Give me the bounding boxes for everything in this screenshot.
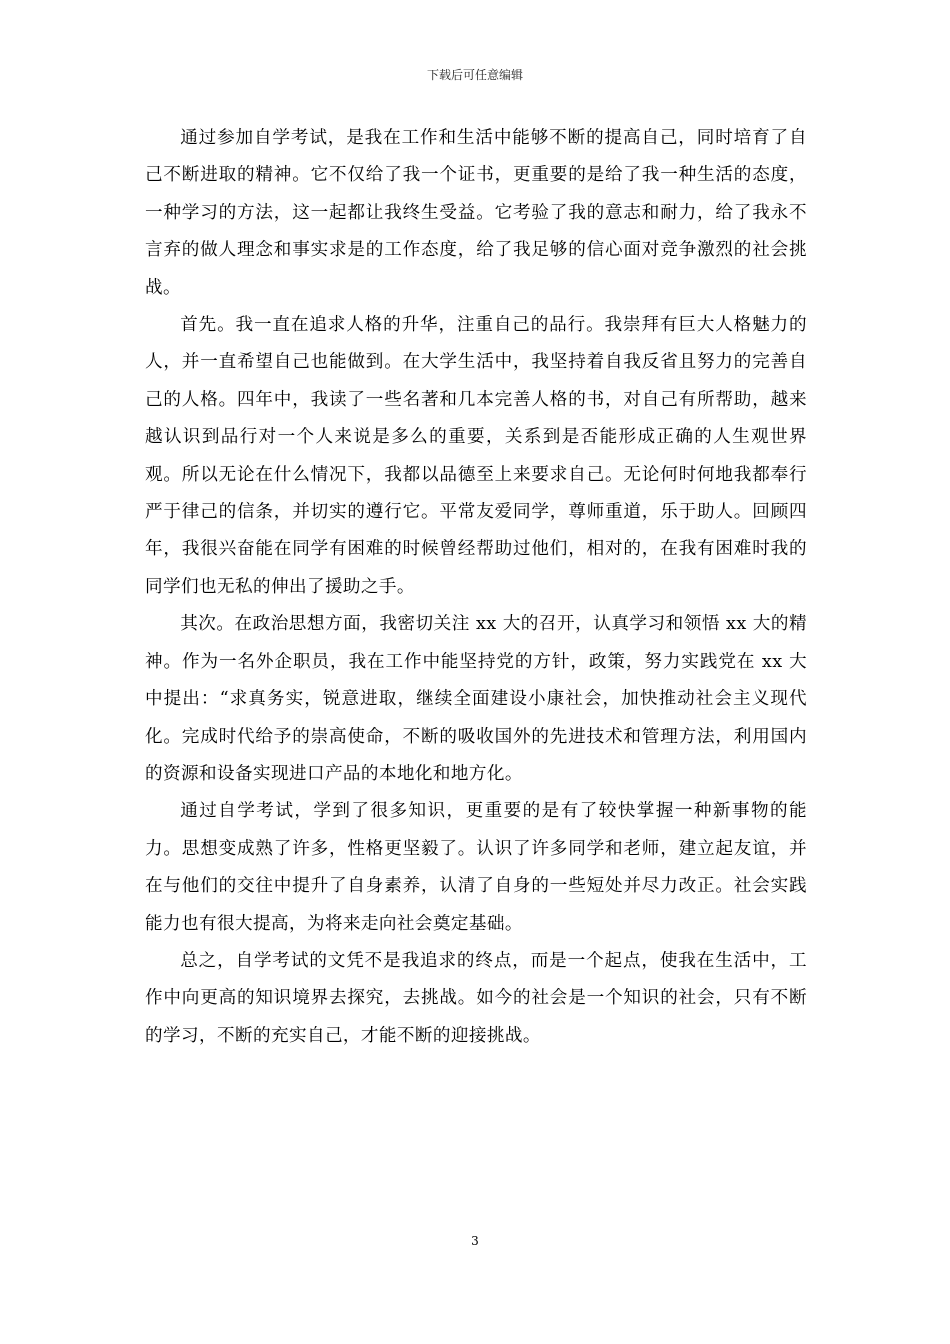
paragraph-politics: 其次。在政治思想方面，我密切关注 xx 大的召开，认真学习和领悟 xx 大的精神。作为一名外企职员，我在工作中能坚持党的方针，政策，努力实践党在 xx 大中提出：“求真务实，锐意进取，继续全面建设小康社会，加快推动社会主义现代化。完成时代给予的崇高使命，不断的吸收国外的先进技术和管理方法，利用国内的资源和设备实现进口产品的本地化和地方化。 bbox=[145, 614, 807, 784]
paragraph-character: 首先。我一直在追求人格的升华，注重自己的品行。我崇拜有巨大人格魅力的人，并一直希望自己也能做到。在大学生活中，我坚持着自我反省且努力的完善自己的人格。四年中，我读了一些名著和几本完善人格的书，对自己有所帮助，越来越认识到品行对一个人来说是多么的重要，关系到是否能形成正确的人生观世界观。所以无论在什么情况下，我都以品德至上来要求自己。无论何时何地我都奉行严于律己的信条，并切实的遵行它。平常友爱同学，尊师重道，乐于助人。回顾四年，我很兴奋能在同学有困难的时候曾经帮助过他们，相对的，在我有困难时我的同学们也无私的伸出了援助之手。 bbox=[145, 315, 807, 597]
page-number: 3 bbox=[471, 1234, 479, 1248]
paragraph-intro: 通过参加自学考试，是我在工作和生活中能够不断的提高自己，同时培育了自己不断进取的精神。它不仅给了我一个证书，更重要的是给了我一种生活的态度，一种学习的方法，这一起都让我终生受益。它考验了我的意志和耐力，给了我永不言弃的做人理念和事实求是的工作态度，给了我足够的信心面对竞争激烈的社会挑战。 bbox=[145, 128, 807, 298]
document-body bbox=[145, 120, 807, 1055]
paragraph-knowledge: 通过自学考试，学到了很多知识，更重要的是有了较快掌握一种新事物的能力。思想变成熟了许多，性格更坚毅了。认识了许多同学和老师，建立起友谊，并在与他们的交往中提升了自身素养，认清了自身的一些短处并尽力改正。社会实践能力也有很大提高，为将来走向社会奠定基础。 bbox=[145, 801, 807, 934]
page-header: 下载后可任意编辑 bbox=[426, 68, 523, 82]
paragraph-conclusion: 总之，自学考试的文凭不是我追求的终点，而是一个起点，使我在生活中，工作中向更高的知识境界去探究，去挑战。如今的社会是一个知识的社会，只有不断的学习，不断的充实自己，才能不断的迎接挑战。 bbox=[145, 950, 807, 1046]
